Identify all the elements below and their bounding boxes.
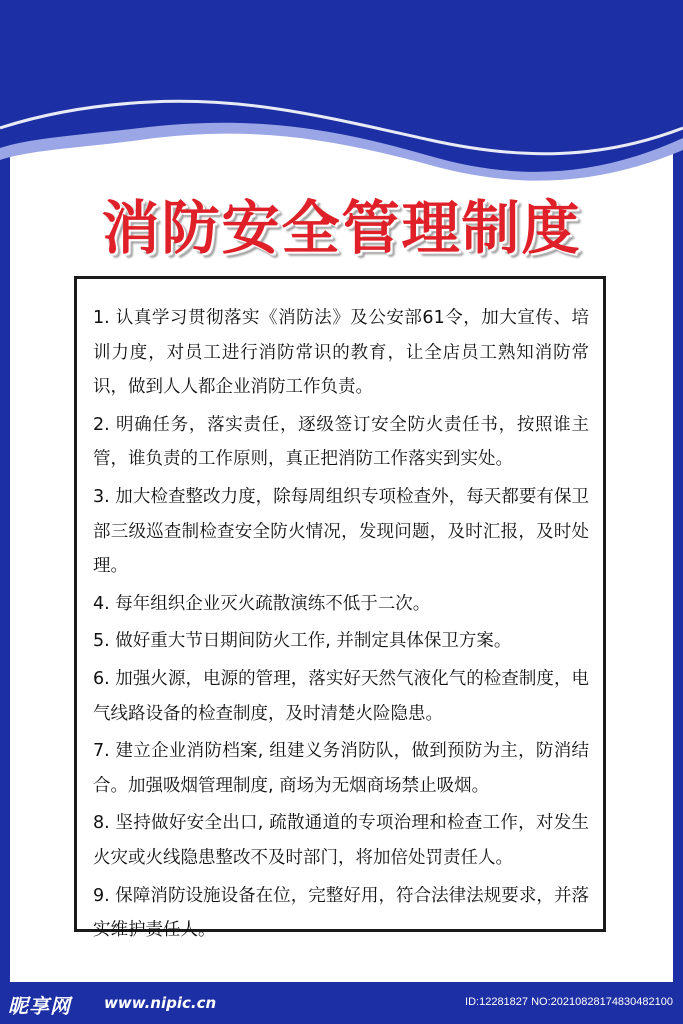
rule-item-1: 1. 认真学习贯彻落实《消防法》及公安部61令，加大宣传、培训力度，对员工进行消防常识的教育，让全店员工熟知消防常识，做到人人都企业消防工作负责。 xyxy=(93,308,589,398)
rule-item-6: 6. 加强火源，电源的管理，落实好天然气液化气的检查制度，电气线路设备的检查制度，及时清楚火险隐患。 xyxy=(93,668,589,724)
rule-item-8: 8. 坚持做好安全出口, 疏散通道的专项治理和检查工作，对发生火灾或火线隐患整改不及时部门，将加倍处罚责任人。 xyxy=(93,813,589,868)
watermark-bar xyxy=(0,982,683,1024)
rule-item-3: 3. 加大检查整改力度，除每周组织专项检查外，每天都要有保卫部三级巡查制检查安全防火情况，发现问题，及时汇报，及时处理。 xyxy=(93,486,589,577)
rule-item-4: 4. 每年组织企业灭火疏散演练不低于二次。 xyxy=(93,593,431,614)
page-title: 消防安全管理制度 xyxy=(101,194,582,262)
rules-panel xyxy=(74,276,606,941)
watermark-id: ID:12281827 NO:20210828174830482100 xyxy=(465,996,673,1008)
watermark-logo: 昵享网 xyxy=(8,994,71,1018)
rule-item-9: 9. 保障消防设施设备在位，完整好用，符合法律法规要求，并落实维护责任人。 xyxy=(93,885,589,941)
rule-item-7: 7. 建立企业消防档案, 组建义务消防队，做到预防为主，防消结合。加强吸烟管理制度, 商场为无烟商场禁止吸烟。 xyxy=(93,741,589,796)
rule-item-2: 2. 明确任务，落实责任，逐级签订安全防火责任书，按照谁主管，谁负责的工作原则，真正把消防工作落实到实处。 xyxy=(93,414,589,470)
header-wave-dark xyxy=(0,0,683,172)
rule-item-5: 5. 做好重大节日期间防火工作, 并制定具体保卫方案。 xyxy=(93,631,512,652)
watermark-site: www.nipic.cn xyxy=(104,994,217,1012)
